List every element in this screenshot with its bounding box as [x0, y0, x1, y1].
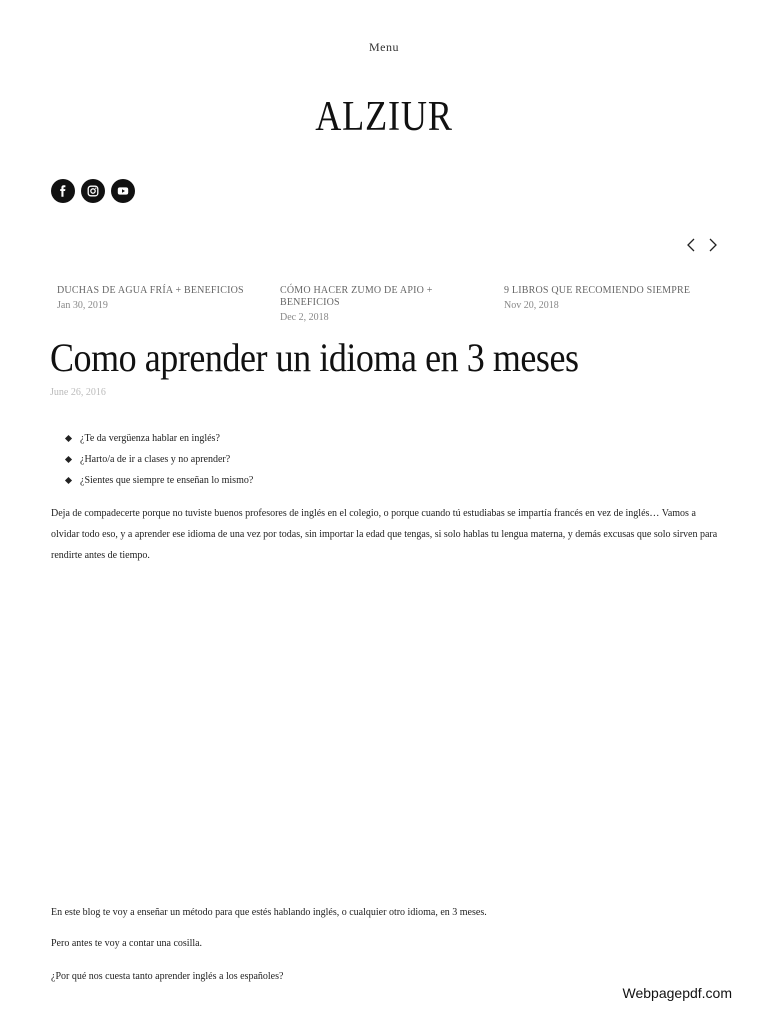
- slider-item-title[interactable]: 9 LIBROS QUE RECOMIENDO SIEMPRE: [504, 285, 691, 296]
- slider-item-title[interactable]: CÓMO HACER ZUMO DE APIO + BENEFICIOS: [280, 285, 433, 308]
- list-item: ¿Sientes que siempre te enseñan lo mismo?: [66, 472, 253, 493]
- youtube-icon: [117, 185, 129, 197]
- youtube-button[interactable]: [111, 179, 135, 203]
- body-paragraph: En este blog te voy a enseñar un método para que estés hablando inglés, o cualquier otro idioma, en 3 meses.: [51, 907, 487, 918]
- slider-nav: [684, 236, 720, 254]
- slider-item-date: Dec 2, 2018: [280, 312, 329, 323]
- list-item: ¿Te da vergüenza hablar en inglés?: [66, 430, 253, 451]
- slider-item-date: Jan 30, 2019: [57, 300, 108, 311]
- menu-link[interactable]: Menu: [369, 40, 399, 54]
- slider-item[interactable]: [504, 285, 704, 312]
- slider-next-button[interactable]: [706, 236, 720, 254]
- chevron-left-icon: [684, 236, 698, 254]
- body-paragraph: Pero antes te voy a contar una cosilla.: [51, 938, 203, 949]
- list-item: ¿Harto/a de ir a clases y no aprender?: [66, 451, 253, 472]
- intro-paragraph: Deja de compadecerte porque no tuviste buenos profesores de inglés en el colegio, o porque cuando tú estudiabas se impartía francés en vez de inglés… Vamos a olvidar todo eso, y a aprender ese idioma de una vez por todas, sin importar la edad que tengas, si solo hablas tu lengua materna, y demás excusas que solo sirven para rendirte antes de tiempo.: [51, 508, 718, 561]
- post-date: June 26, 2016: [50, 387, 106, 398]
- instagram-icon: [87, 185, 99, 197]
- post-title: Como aprender un idioma en 3 meses: [50, 335, 579, 380]
- instagram-button[interactable]: [81, 179, 105, 203]
- question-list: [66, 430, 253, 493]
- facebook-button[interactable]: [51, 179, 75, 203]
- slider-item-date: Nov 20, 2018: [504, 300, 559, 311]
- slider-prev-button[interactable]: [684, 236, 698, 254]
- slider-item[interactable]: [57, 285, 257, 312]
- body-paragraph: ¿Por qué nos cuesta tanto aprender inglés a los españoles?: [51, 971, 284, 982]
- site-title[interactable]: ALZIUR: [315, 94, 453, 140]
- footer-watermark: Webpagepdf.com: [622, 985, 732, 1001]
- chevron-right-icon: [706, 236, 720, 254]
- facebook-icon: [57, 185, 69, 197]
- slider-item[interactable]: [280, 285, 460, 324]
- social-links: [51, 179, 135, 203]
- slider-item-title[interactable]: DUCHAS DE AGUA FRÍA + BENEFICIOS: [57, 285, 244, 296]
